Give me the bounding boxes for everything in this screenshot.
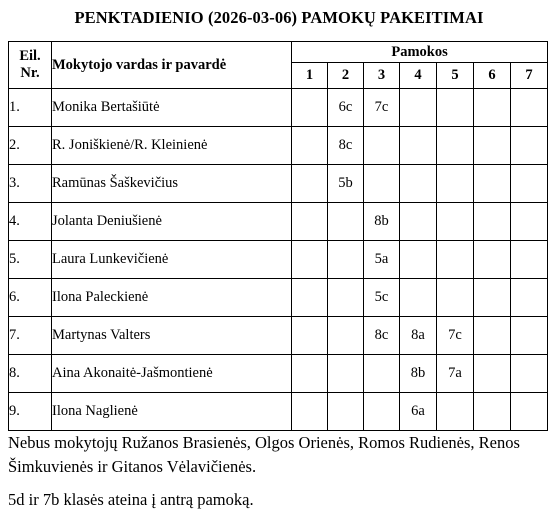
table-row (9, 317, 548, 355)
lesson-cell: 8c (328, 127, 364, 165)
lesson-cell (328, 317, 364, 355)
lesson-cell (292, 241, 328, 279)
lesson-cell: 8b (400, 355, 437, 393)
lesson-number-header: 5 (437, 63, 474, 89)
lesson-cell (474, 127, 511, 165)
row-number: 3. (9, 165, 52, 203)
teacher-name: Martynas Valters (52, 317, 292, 355)
header-eil: Eil. (19, 48, 41, 64)
lesson-number-header: 2 (328, 63, 364, 89)
lesson-cell (511, 165, 548, 203)
lesson-cell (437, 241, 474, 279)
late-start-note: 5d ir 7b klasės ateina į antrą pamoką. (8, 490, 254, 509)
table-row (9, 165, 548, 203)
teacher-name: Aina Akonaitė-Jašmontienė (52, 355, 292, 393)
row-number: 4. (9, 203, 52, 241)
lesson-cell (292, 89, 328, 127)
table-row (9, 393, 548, 431)
lesson-cell (400, 203, 437, 241)
lesson-cell (328, 355, 364, 393)
lesson-cell (511, 241, 548, 279)
row-number: 1. (9, 89, 52, 127)
lesson-cell: 5c (364, 279, 400, 317)
table-row (9, 127, 548, 165)
lesson-cell (292, 165, 328, 203)
lesson-cell (328, 279, 364, 317)
table-row (9, 203, 548, 241)
lesson-cell (511, 355, 548, 393)
row-number: 6. (9, 279, 52, 317)
lesson-cell: 6c (328, 89, 364, 127)
lesson-cell (437, 203, 474, 241)
teacher-name: Jolanta Deniušienė (52, 203, 292, 241)
lesson-cell (511, 279, 548, 317)
lesson-number-header: 3 (364, 63, 400, 89)
lesson-cell (292, 279, 328, 317)
table-row (9, 89, 548, 127)
lesson-cell (474, 355, 511, 393)
lesson-cell (511, 203, 548, 241)
lesson-cell (328, 393, 364, 431)
lesson-cell (437, 165, 474, 203)
lesson-cell (437, 279, 474, 317)
lesson-cell (292, 203, 328, 241)
lesson-number-header: 6 (474, 63, 511, 89)
lesson-cell (328, 203, 364, 241)
lesson-cell (437, 89, 474, 127)
row-number: 5. (9, 241, 52, 279)
lesson-cell (474, 241, 511, 279)
teacher-name: R. Joniškienė/R. Kleinienė (52, 127, 292, 165)
lesson-cell (474, 165, 511, 203)
teacher-name: Laura Lunkevičienė (52, 241, 292, 279)
lesson-cell (511, 127, 548, 165)
lesson-cell (474, 203, 511, 241)
table-row (9, 355, 548, 393)
lesson-cell (511, 317, 548, 355)
row-number: 9. (9, 393, 52, 431)
substitutions-table (8, 41, 548, 431)
lesson-cell (364, 355, 400, 393)
lesson-cell (437, 127, 474, 165)
lesson-cell (292, 317, 328, 355)
teacher-name: Monika Bertašiūtė (52, 89, 292, 127)
lesson-cell (474, 89, 511, 127)
header-eil-nr (9, 42, 52, 89)
lesson-number-header: 1 (292, 63, 328, 89)
lesson-cell (364, 393, 400, 431)
absent-teachers-note: Nebus mokytojų Ružanos Brasienės, Olgos Orienės, Romos Rudienės, Renos Šimkuvienės ir Gitanos Vėlavičienės. (8, 433, 520, 476)
teacher-name: Ilona Naglienė (52, 393, 292, 431)
lesson-cell (364, 165, 400, 203)
lesson-cell (292, 393, 328, 431)
lesson-cell (474, 317, 511, 355)
header-nr: Nr. (20, 65, 40, 81)
row-number: 7. (9, 317, 52, 355)
teacher-name: Ramūnas Šaškevičius (52, 165, 292, 203)
row-number: 2. (9, 127, 52, 165)
lesson-number-header: 4 (400, 63, 437, 89)
lesson-number-header: 7 (511, 63, 548, 89)
header-teacher-name: Mokytojo vardas ir pavardė (52, 42, 292, 89)
table-row (9, 279, 548, 317)
lesson-cell (400, 127, 437, 165)
lesson-cell: 6a (400, 393, 437, 431)
lesson-cell (511, 89, 548, 127)
page-title: PENKTADIENIO (2026-03-06) PAMOKŲ PAKEITIMAI (74, 8, 484, 27)
header-lessons: Pamokos (292, 42, 548, 63)
lesson-cell (437, 393, 474, 431)
lesson-cell (400, 89, 437, 127)
lesson-cell (511, 393, 548, 431)
lesson-cell (400, 165, 437, 203)
lesson-cell: 8a (400, 317, 437, 355)
lesson-cell (400, 279, 437, 317)
lesson-cell (292, 127, 328, 165)
lesson-cell: 8b (364, 203, 400, 241)
lesson-cell: 7c (437, 317, 474, 355)
lesson-cell: 7c (364, 89, 400, 127)
lesson-cell (474, 279, 511, 317)
lesson-cell: 5a (364, 241, 400, 279)
lesson-cell (474, 393, 511, 431)
row-number: 8. (9, 355, 52, 393)
lesson-cell: 8c (364, 317, 400, 355)
teacher-name: Ilona Paleckienė (52, 279, 292, 317)
lesson-cell: 5b (328, 165, 364, 203)
lesson-cell (292, 355, 328, 393)
lesson-cell: 7a (437, 355, 474, 393)
lesson-cell (328, 241, 364, 279)
lesson-cell (364, 127, 400, 165)
table-row (9, 241, 548, 279)
lesson-cell (400, 241, 437, 279)
